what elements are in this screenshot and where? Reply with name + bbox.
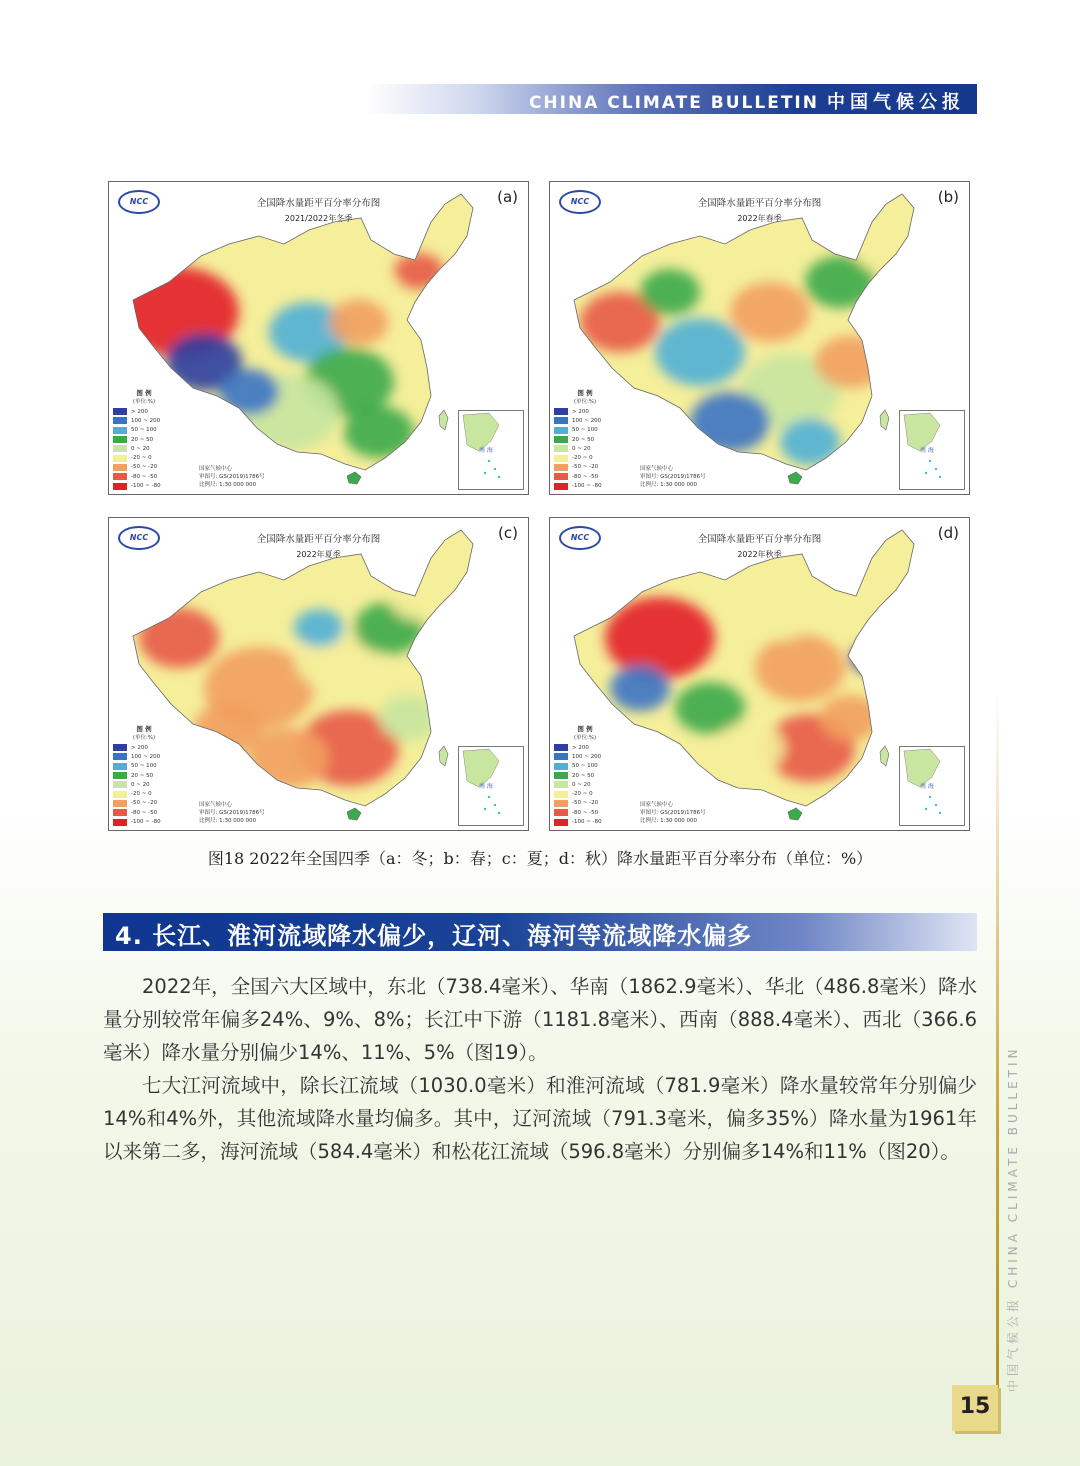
legend-label: -20 ~ 0 [572,455,593,462]
legend-row [113,481,175,490]
header-band [366,84,977,114]
south-china-sea-inset [458,746,524,826]
precipitation-map-panel [108,517,529,831]
anomaly-region [730,282,810,342]
legend-row [113,453,175,462]
south-china-sea-inset [458,410,524,490]
legend-label: 100 ~ 200 [572,753,602,760]
legend-label: -50 ~ -20 [131,464,158,471]
legend-title: 图 例 [136,389,152,397]
credit-review: 审图号: GS(2019)1786号 [640,474,706,480]
legend-swatch [554,809,568,816]
anomaly-region [655,318,745,386]
credit-review: 审图号: GS(2019)1786号 [199,810,265,816]
legend-unit: (单位:%) [132,735,156,741]
legend-row [113,444,175,453]
map-legend [113,388,175,491]
precipitation-map-panel [549,181,970,495]
panel-tag: (c) [498,524,518,542]
logo-text: NCC [570,197,590,206]
legend-swatch [554,753,568,760]
taiwan-island [439,410,448,430]
map-subtitle: 2021/2022年冬季 [284,214,353,223]
legend-row [113,771,175,780]
legend-swatch [554,772,568,779]
legend-unit: (单位:%) [573,735,597,741]
legend-swatch [113,791,127,798]
anomaly-region [750,595,810,641]
legend-row [554,808,616,817]
inset-label: 南 海 [479,447,493,454]
anomaly-region [640,269,700,315]
legend-row [113,780,175,789]
legend-label: -80 ~ -50 [572,809,599,816]
figure-caption: 图18 2022年全国四季（a：冬；b：春；c：夏；d：秋）降水量距平百分率分布（单位：%） [207,849,873,868]
anomaly-region [850,643,890,673]
anomaly-region [294,609,344,647]
legend-label: 50 ~ 100 [131,763,157,770]
anomaly-region [610,665,670,711]
map-credit [199,465,265,489]
anomaly-region [394,253,444,291]
legend-label: -50 ~ -20 [572,464,599,471]
section-title: 4. 长江、淮河流域降水偏少，辽河、海河等流域降水偏多 [115,922,753,950]
map-title: 全国降水量距平百分率分布图 [256,534,381,545]
legend-swatch [113,483,127,490]
precipitation-map-panel [549,517,970,831]
legend-label: -80 ~ -50 [572,473,599,480]
legend-title: 图 例 [136,725,152,733]
credit-scale: 比例尺: 1:30 000 000 [199,818,256,824]
legend-swatch [113,809,127,816]
header-title [529,88,965,114]
legend-swatch [113,417,127,424]
credit-review: 审图号: GS(2019)1786号 [199,474,265,480]
legend-swatch [113,753,127,760]
legend-swatch [113,445,127,452]
taiwan-island [880,410,889,430]
anomaly-region [139,608,219,668]
hainan-island [347,472,361,484]
legend-label: > 200 [572,408,589,415]
legend-swatch [113,781,127,788]
legend-swatch [113,455,127,462]
legend-row [554,416,616,425]
logo-text: NCC [129,533,149,542]
legend-swatch [113,744,127,751]
taiwan-island [880,746,889,766]
legend-swatch [113,436,127,443]
legend-row [113,416,175,425]
credit-agency: 国家气候中心 [640,802,674,808]
legend-label: -100 ~ -80 [572,819,602,826]
precipitation-map-panel [108,181,529,495]
legend-swatch [113,473,127,480]
legend-swatch [554,791,568,798]
hainan-island [788,472,802,484]
credit-review: 审图号: GS(2019)1786号 [640,810,706,816]
legend-swatch [554,408,568,415]
credit-scale: 比例尺: 1:30 000 000 [640,818,697,824]
legend-label: 50 ~ 100 [131,427,157,434]
hainan-island [788,808,802,820]
legend-label: -20 ~ 0 [572,791,593,798]
legend-row [554,817,616,826]
legend-row [554,407,616,416]
legend-swatch [113,772,127,779]
legend-row [113,472,175,481]
anomaly-region [329,299,389,345]
legend-label: 0 ~ 20 [572,445,591,452]
legend-swatch [554,819,568,826]
inset-label: 南 海 [920,447,934,454]
side-decor-line [996,690,999,1430]
anomaly-region [815,582,885,634]
legend-row [554,435,616,444]
legend-swatch [113,763,127,770]
panel-tag: (a) [497,188,518,206]
legend-row [554,780,616,789]
legend-label: 0 ~ 20 [131,781,150,788]
anomaly-region [389,575,449,621]
map-legend [554,724,616,827]
paragraph: 2022年，全国六大区域中，东北（738.4毫米）、华南（1862.9毫米）、华北（486.8毫米）降水量分别较常年偏多24%、9%、8%；长江中下游（1181.8毫米）、西南（888.4毫米）、西北（366.6毫米）降水量分别偏少14%、11%、5%（图19）。 [103,975,977,1064]
anomaly-region [690,392,770,452]
map-title: 全国降水量距平百分率分布图 [697,534,822,545]
anomaly-region [755,634,845,702]
legend-row [113,426,175,435]
legend-label: 0 ~ 20 [131,445,150,452]
map-credit [199,801,265,825]
legend-swatch [113,800,127,807]
map-subtitle: 2022年夏季 [296,550,341,559]
legend-row [113,435,175,444]
legend-label: -80 ~ -50 [131,473,158,480]
legend-label: 100 ~ 200 [131,417,161,424]
legend-label: > 200 [131,408,148,415]
legend-label: > 200 [572,744,589,751]
page-number-box [952,1385,998,1431]
legend-swatch [554,445,568,452]
legend-swatch [554,744,568,751]
legend-label: 50 ~ 100 [572,427,598,434]
legend-swatch [554,473,568,480]
legend-row [113,752,175,761]
anomaly-region [605,597,715,679]
legend-row [554,743,616,752]
header-en-title: CHINA CLIMATE BULLETIN [528,93,819,113]
legend-row [554,472,616,481]
map-subtitle: 2022年秋季 [737,550,782,559]
legend-label: -20 ~ 0 [131,455,152,462]
logo-text: NCC [129,197,149,206]
credit-agency: 国家气候中心 [640,466,674,472]
legend-label: -50 ~ -20 [131,800,158,807]
body-text [103,970,977,1168]
legend-row [113,743,175,752]
credit-agency: 国家气候中心 [199,802,233,808]
inset-label: 南 海 [920,783,934,790]
legend-row [554,481,616,490]
legend-label: -20 ~ 0 [131,791,152,798]
anomaly-region [344,406,414,458]
legend-label: > 200 [131,744,148,751]
legend-label: -100 ~ -80 [131,819,161,826]
logo-text: NCC [570,533,590,542]
legend-row [554,444,616,453]
hainan-island [347,808,361,820]
legend-swatch [113,427,127,434]
legend-row [113,762,175,771]
legend-row [554,426,616,435]
credit-agency: 国家气候中心 [199,466,233,472]
legend-label: -80 ~ -50 [131,809,158,816]
map-subtitle: 2022年春季 [737,214,782,223]
legend-label: 20 ~ 50 [572,772,595,779]
legend-label: 100 ~ 200 [572,417,602,424]
legend-label: 0 ~ 20 [572,781,591,788]
legend-row [554,789,616,798]
legend-swatch [554,417,568,424]
legend-row [113,799,175,808]
side-running-title: 中国气候公报 CHINA CLIMATE BULLETIN [1006,1045,1020,1392]
legend-row [113,407,175,416]
legend-row [113,808,175,817]
legend-swatch [554,436,568,443]
legend-swatch [113,408,127,415]
legend-label: -100 ~ -80 [131,483,161,490]
anomaly-region [780,419,840,465]
legend-label: 100 ~ 200 [131,753,161,760]
legend-swatch [113,464,127,471]
legend-row [554,799,616,808]
legend-row [554,453,616,462]
panel-tag: (b) [937,188,959,206]
credit-scale: 比例尺: 1:30 000 000 [640,482,697,488]
legend-swatch [113,819,127,826]
legend-swatch [554,464,568,471]
legend-row [554,771,616,780]
legend-row [113,789,175,798]
map-credit [640,801,706,825]
legend-row [113,817,175,826]
legend-row [554,752,616,761]
map-legend [554,388,616,491]
section-heading-bar [103,913,977,951]
panel-tag: (d) [937,524,959,542]
taiwan-island [439,746,448,766]
paragraph: 七大江河流域中，除长江流域（1030.0毫米）和淮河流域（781.9毫米）降水量较常年分别偏少14%和4%外，其他流域降水量均偏多。其中，辽河流域（791.3毫米，偏多35%）降水量为1961年以来第二多，海河流域（584.4毫米）和松花江流域（596.8毫米）分别偏多14%和11%（图20）。 [103,1074,977,1163]
south-china-sea-inset [899,746,965,826]
legend-label: 20 ~ 50 [131,772,154,779]
legend-swatch [554,483,568,490]
legend-swatch [554,455,568,462]
map-title: 全国降水量距平百分率分布图 [256,198,381,209]
legend-title: 图 例 [577,389,593,397]
legend-label: -50 ~ -20 [572,800,599,807]
anomaly-region [815,336,885,388]
legend-label: 20 ~ 50 [131,436,154,443]
legend-title: 图 例 [577,725,593,733]
map-legend [113,724,175,827]
anomaly-region [219,369,279,415]
map-title: 全国降水量距平百分率分布图 [697,198,822,209]
south-china-sea-inset [899,410,965,490]
legend-label: 50 ~ 100 [572,763,598,770]
legend-row [113,463,175,472]
legend-row [554,463,616,472]
map-credit [640,465,706,489]
legend-unit: (单位:%) [573,399,597,405]
legend-label: 20 ~ 50 [572,436,595,443]
legend-swatch [554,427,568,434]
inset-label: 南 海 [479,783,493,790]
anomaly-region [715,722,785,774]
credit-scale: 比例尺: 1:30 000 000 [199,482,256,488]
legend-swatch [554,781,568,788]
legend-label: -100 ~ -80 [572,483,602,490]
legend-swatch [554,800,568,807]
header-cn-title: 中国气候公报 [827,92,965,113]
legend-swatch [554,763,568,770]
page-number: 15 [959,1394,991,1419]
legend-row [554,762,616,771]
legend-unit: (单位:%) [132,399,156,405]
